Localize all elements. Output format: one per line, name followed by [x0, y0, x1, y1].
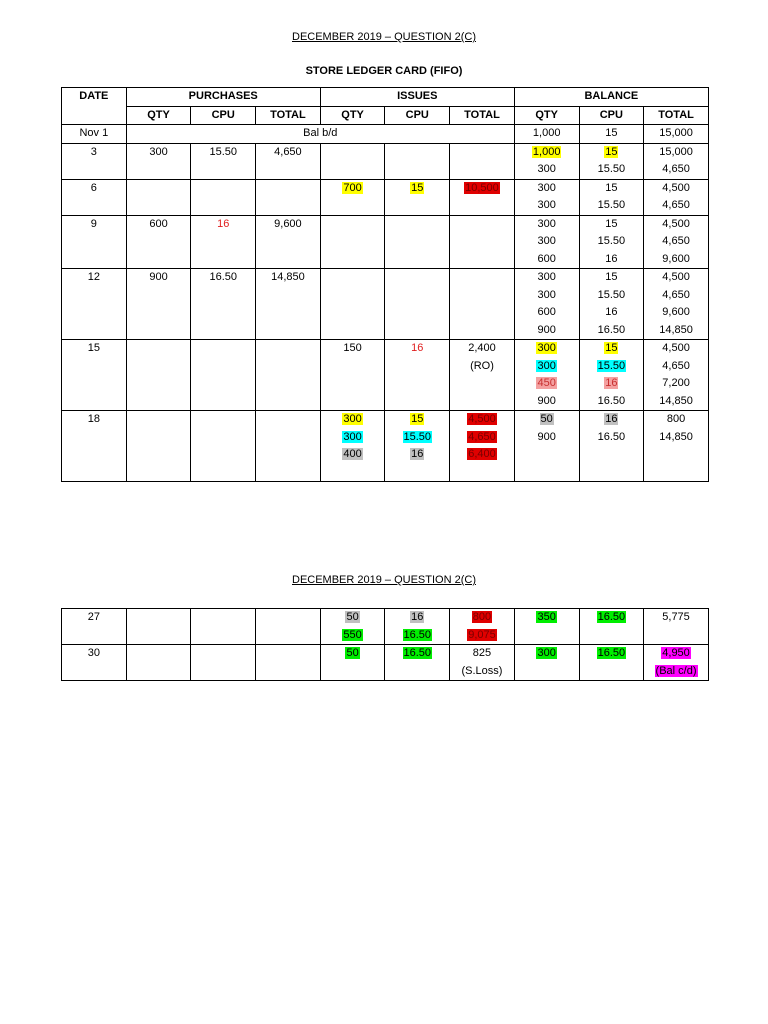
- cell-purchases-cpu: [191, 215, 256, 269]
- cell-purchases-total: [256, 269, 321, 340]
- cell-value: 300: [537, 647, 556, 659]
- header-row-sub: [62, 106, 709, 125]
- cell-issues-total: [450, 609, 515, 645]
- cell-value: 4,650: [662, 199, 690, 211]
- cell-value: 15: [411, 181, 424, 194]
- row-date: 30: [62, 645, 127, 681]
- ledger-row: [62, 215, 709, 269]
- cell-value: 16: [411, 342, 424, 354]
- header-balance-cpu: CPU: [579, 106, 644, 125]
- cell-issues-cpu: [385, 179, 450, 215]
- cell-value: 4,650: [662, 359, 690, 372]
- row-date: 9: [62, 215, 127, 269]
- opening-note: Bal b/d: [126, 125, 514, 144]
- cell-balance-cpu: [579, 340, 644, 411]
- cell-value: 825: [472, 647, 492, 659]
- cell-value: 16: [411, 611, 424, 623]
- cell-purchases-total: [256, 179, 321, 215]
- cell-value: (Bal c/d): [655, 664, 697, 677]
- opening-balance-total: 15,000: [644, 125, 709, 144]
- cell-value: 300: [537, 235, 556, 247]
- cell-value: 14,850: [659, 394, 693, 407]
- cell-value: 400: [343, 448, 362, 460]
- ledger-row: [62, 645, 709, 681]
- cell-value: 600: [537, 252, 556, 265]
- cell-issues-cpu: [385, 269, 450, 340]
- cell-issues-total: [450, 340, 515, 411]
- cell-value: 4,650: [274, 145, 302, 158]
- cell-purchases-total: [256, 340, 321, 411]
- cell-value: 15: [605, 217, 618, 230]
- cell-value: 300: [149, 145, 168, 158]
- cell-value: 15.50: [403, 430, 432, 443]
- cell-purchases-qty: [126, 645, 191, 681]
- cell-issues-qty: [320, 269, 385, 340]
- cell-value: 600: [537, 306, 556, 318]
- cell-value: 16: [605, 413, 618, 425]
- cell-purchases-total: [256, 143, 321, 179]
- cell-value: 16: [411, 448, 424, 460]
- cell-value: 9,600: [662, 306, 690, 318]
- row-date: 15: [62, 340, 127, 411]
- cell-value: 150: [343, 342, 362, 354]
- cell-value: 300: [537, 217, 556, 230]
- opening-balance-row: [62, 125, 709, 144]
- cell-balance-cpu: [579, 269, 644, 340]
- row-date: 27: [62, 609, 127, 645]
- cell-value: 15: [605, 145, 618, 158]
- cell-issues-qty: [320, 179, 385, 215]
- cell-value: 4,950: [662, 647, 690, 659]
- cell-value: 15: [605, 181, 618, 194]
- cell-purchases-cpu: [191, 179, 256, 215]
- cell-value: 300: [343, 413, 362, 425]
- cell-value: 15: [605, 271, 618, 283]
- cell-balance-cpu: [579, 411, 644, 482]
- cell-value: 15: [411, 413, 424, 425]
- cell-value: 4,650: [468, 430, 496, 443]
- opening-balance-qty: 1,000: [514, 125, 579, 144]
- cell-issues-cpu: [385, 340, 450, 411]
- cell-issues-cpu: [385, 609, 450, 645]
- ledger-row: [62, 411, 709, 482]
- cell-value: 4,500: [468, 413, 496, 425]
- cell-value: 4,650: [662, 288, 690, 301]
- cell-value: 2,400: [468, 342, 496, 354]
- cell-value: 50: [540, 413, 553, 425]
- cell-value: 600: [149, 217, 168, 230]
- cell-value: 16.50: [597, 647, 626, 659]
- cell-value: 16.50: [209, 271, 237, 283]
- cell-value: 350: [537, 611, 556, 623]
- ledger-row: [62, 609, 709, 645]
- row-date: 18: [62, 411, 127, 482]
- cell-issues-qty: [320, 143, 385, 179]
- cell-value: 50: [346, 611, 359, 623]
- cell-value: 6,400: [468, 448, 496, 460]
- row-date: 3: [62, 143, 127, 179]
- cell-balance-qty: [514, 411, 579, 482]
- cell-value: 300: [537, 199, 556, 211]
- cell-value: 5,775: [662, 611, 690, 623]
- cell-value: 16: [605, 377, 618, 389]
- cell-value: 16.50: [403, 647, 432, 659]
- cell-balance-total: [644, 645, 709, 681]
- row-date: Nov 1: [62, 125, 127, 144]
- cell-value: 9,600: [662, 252, 690, 265]
- cell-value: 4,500: [662, 217, 690, 230]
- cell-value: 900: [537, 323, 556, 336]
- cell-balance-qty: [514, 645, 579, 681]
- cell-value: 14,850: [271, 271, 305, 283]
- cell-purchases-qty: [126, 269, 191, 340]
- cell-purchases-cpu: [191, 411, 256, 482]
- cell-value: 300: [537, 181, 556, 194]
- cell-value: 800: [472, 611, 492, 623]
- cell-balance-cpu: [579, 609, 644, 645]
- store-ledger-table: [61, 87, 709, 482]
- cell-value: 16: [605, 252, 618, 265]
- cell-value: 16.50: [597, 611, 626, 623]
- cell-issues-cpu: [385, 143, 450, 179]
- ledger-row: [62, 340, 709, 411]
- cell-balance-total: [644, 179, 709, 215]
- cell-value: 4,500: [662, 181, 690, 194]
- cell-balance-cpu: [579, 215, 644, 269]
- cell-purchases-qty: [126, 411, 191, 482]
- cell-value: 15.50: [597, 359, 626, 372]
- cell-value: 1,000: [532, 145, 561, 158]
- cell-purchases-cpu: [191, 143, 256, 179]
- cell-balance-qty: [514, 340, 579, 411]
- cell-purchases-total: [256, 215, 321, 269]
- cell-value: 300: [537, 288, 556, 301]
- cell-value: 16.50: [403, 628, 432, 641]
- cell-value: (S.Loss): [461, 664, 503, 677]
- cell-value: 300: [537, 359, 556, 372]
- cell-value: 15.50: [597, 288, 626, 301]
- cell-purchases-cpu: [191, 269, 256, 340]
- cell-issues-total: [450, 179, 515, 215]
- header-issues: ISSUES: [320, 88, 514, 107]
- cell-balance-total: [644, 609, 709, 645]
- cell-balance-cpu: [579, 179, 644, 215]
- cell-value: 9,075: [468, 628, 496, 641]
- cell-value: 900: [149, 271, 168, 283]
- cell-purchases-qty: [126, 340, 191, 411]
- cell-balance-total: [644, 340, 709, 411]
- cell-value: 16: [605, 306, 618, 318]
- cell-issues-cpu: [385, 215, 450, 269]
- cell-value: 14,850: [659, 430, 693, 443]
- header-balance-total: TOTAL: [644, 106, 709, 125]
- ledger-row: [62, 179, 709, 215]
- cell-purchases-qty: [126, 609, 191, 645]
- cell-purchases-total: [256, 411, 321, 482]
- cell-value: 800: [666, 413, 686, 425]
- cell-value: 15.50: [597, 163, 626, 175]
- cell-value: 15.50: [597, 199, 626, 211]
- cell-purchases-qty: [126, 215, 191, 269]
- cell-value: 10,500: [465, 181, 499, 194]
- cell-value: 16.50: [597, 394, 626, 407]
- cell-balance-cpu: [579, 143, 644, 179]
- row-date: 12: [62, 269, 127, 340]
- cell-balance-total: [644, 143, 709, 179]
- cell-value: 550: [343, 628, 362, 641]
- cell-value: 300: [537, 342, 556, 354]
- cell-value: 300: [537, 271, 556, 283]
- header-balance-qty: QTY: [514, 106, 579, 125]
- header-row-top: [62, 88, 709, 107]
- cell-balance-qty: [514, 143, 579, 179]
- cell-balance-qty: [514, 215, 579, 269]
- cell-issues-total: [450, 269, 515, 340]
- cell-purchases-total: [256, 609, 321, 645]
- header-purchases-total: TOTAL: [256, 106, 321, 125]
- continuation-heading: DECEMBER 2019 – QUESTION 2(C): [292, 574, 476, 586]
- cell-purchases-qty: [126, 143, 191, 179]
- cell-purchases-cpu: [191, 645, 256, 681]
- header-purchases: PURCHASES: [126, 88, 320, 107]
- cell-value: (RO): [470, 359, 494, 372]
- ledger-row: [62, 143, 709, 179]
- header-purchases-cpu: CPU: [191, 106, 256, 125]
- cell-value: 450: [537, 377, 556, 389]
- page-heading: DECEMBER 2019 – QUESTION 2(C): [292, 31, 476, 43]
- cell-issues-qty: [320, 411, 385, 482]
- cell-value: 4,650: [662, 235, 690, 247]
- cell-issues-total: [450, 411, 515, 482]
- cell-value: 16: [217, 217, 230, 230]
- header-balance: BALANCE: [514, 88, 708, 107]
- cell-balance-qty: [514, 269, 579, 340]
- cell-value: 4,500: [662, 271, 690, 283]
- cell-issues-total: [450, 143, 515, 179]
- cell-value: 50: [346, 647, 359, 659]
- cell-value: 300: [343, 430, 362, 443]
- cell-issues-qty: [320, 645, 385, 681]
- cell-balance-qty: [514, 609, 579, 645]
- cell-value: 4,500: [662, 342, 690, 354]
- cell-value: 900: [537, 394, 556, 407]
- cell-issues-cpu: [385, 645, 450, 681]
- cell-value: 700: [343, 181, 362, 194]
- store-ledger-continuation-table: [61, 608, 709, 681]
- cell-purchases-total: [256, 645, 321, 681]
- row-date: 6: [62, 179, 127, 215]
- cell-issues-qty: [320, 340, 385, 411]
- cell-issues-qty: [320, 609, 385, 645]
- header-issues-total: TOTAL: [450, 106, 515, 125]
- cell-value: 300: [537, 163, 556, 175]
- header-issues-qty: QTY: [320, 106, 385, 125]
- cell-issues-qty: [320, 215, 385, 269]
- cell-issues-cpu: [385, 411, 450, 482]
- cell-value: 16.50: [597, 323, 626, 336]
- cell-balance-qty: [514, 179, 579, 215]
- cell-value: 4,650: [662, 163, 690, 175]
- cell-value: 900: [537, 430, 556, 443]
- ledger-row: [62, 269, 709, 340]
- cell-value: 15.50: [597, 235, 626, 247]
- opening-balance-cpu: 15: [579, 125, 644, 144]
- cell-value: 9,600: [274, 217, 302, 230]
- cell-balance-total: [644, 215, 709, 269]
- cell-issues-total: [450, 215, 515, 269]
- cell-value: 15: [605, 342, 618, 354]
- cell-purchases-cpu: [191, 340, 256, 411]
- ledger-title: STORE LEDGER CARD (FIFO): [305, 65, 463, 77]
- header-date: DATE: [62, 88, 127, 125]
- cell-issues-total: [450, 645, 515, 681]
- cell-balance-total: [644, 269, 709, 340]
- cell-value: 16.50: [597, 430, 626, 443]
- header-issues-cpu: CPU: [385, 106, 450, 125]
- cell-balance-total: [644, 411, 709, 482]
- cell-balance-cpu: [579, 645, 644, 681]
- cell-value: 14,850: [659, 323, 693, 336]
- cell-purchases-cpu: [191, 609, 256, 645]
- header-purchases-qty: QTY: [126, 106, 191, 125]
- cell-value: 15.50: [209, 145, 237, 158]
- cell-value: 15,000: [659, 145, 693, 158]
- cell-purchases-qty: [126, 179, 191, 215]
- cell-value: 7,200: [662, 377, 690, 389]
